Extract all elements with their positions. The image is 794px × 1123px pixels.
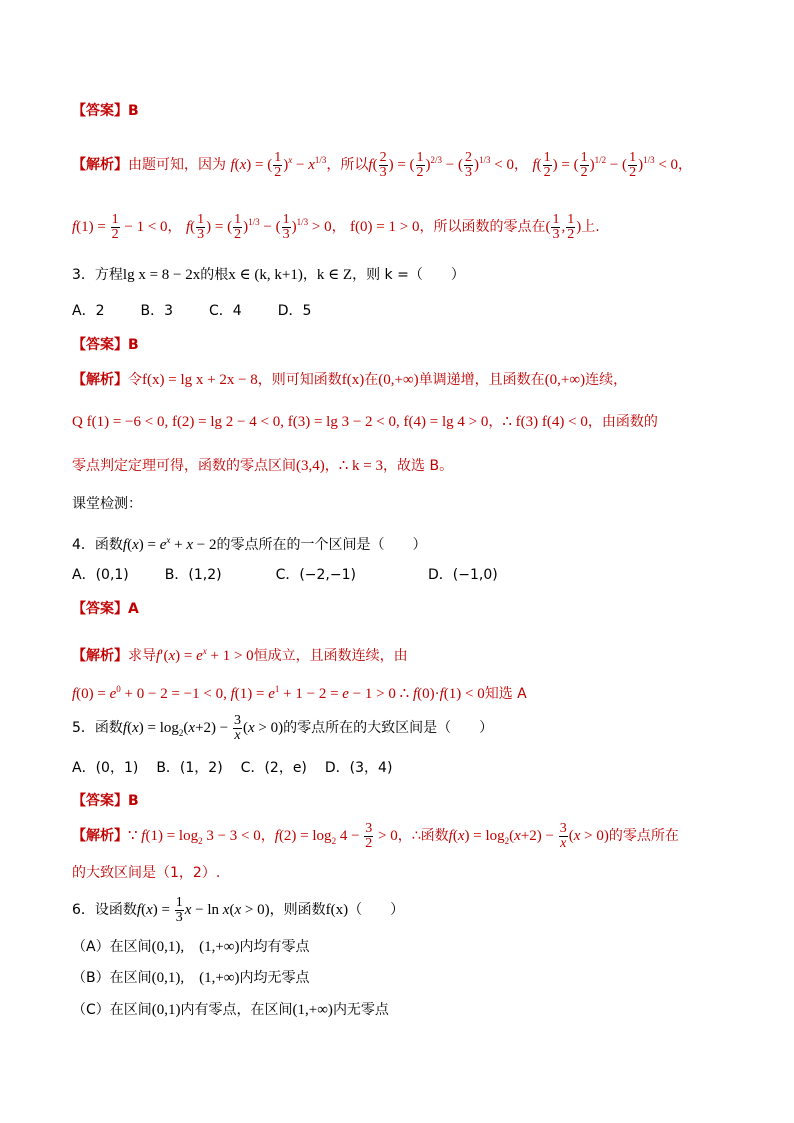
q4-stem-prefix: 4．函数: [72, 537, 123, 553]
formula-f-1-3: f( $\frac{1}{3}$ ) = ( $\frac{1}{2}$ )$^{1/3}$ − ( $\frac{1}{3}$ )$^{1/3}$ > 0: [186, 212, 332, 243]
analysis-tag: 【解析】: [72, 828, 128, 844]
q3-equation: lg x = 8 − 2x: [122, 267, 201, 283]
q5-f2: $f(2) = \log_2 4$ − $\frac{3}{2}$ > 0: [274, 821, 398, 852]
q3-conclusion: ，故选 B。: [383, 458, 454, 474]
q6-b-text2: 内均无零点: [239, 970, 310, 986]
analysis-tag: 【解析】: [72, 157, 128, 173]
q5-analysis-line1: 【解析】∵ $f(1) = \log_2 3 - 3 < 0$，$f(2) = \log_2 4$ − $\frac{3}{2}$ > 0，∴函数$f(x) = \log_2(x+2)$ − $\frac{3}{x}$ (x > 0)的零点所在: [72, 821, 679, 852]
q4-derivative: $f'(x) = e^x + 1 > 0$: [156, 646, 254, 664]
q3-option-b: B．3: [140, 303, 173, 319]
answer-value: A: [128, 601, 139, 617]
formula-f-1-2: f( $\frac{1}{2}$ ) = ( $\frac{1}{2}$ )$^{1/2}$ − ( $\frac{1}{2}$ )$^{1/3}$ < 0: [532, 150, 679, 181]
q3-k-value: ∴ k = 3: [338, 458, 384, 474]
q5-stem: [72, 713, 493, 748]
formula-f0: f(0) = 1 > 0: [350, 219, 420, 235]
q5-option-b: B．(1，2): [156, 760, 223, 776]
q5-option-a: A．(0，1): [72, 760, 139, 776]
q4-a2: 恒成立，且函数连续，由: [253, 648, 408, 664]
q4-option-a: A．(0,1): [72, 567, 129, 583]
q4-analysis-line1: [72, 640, 408, 667]
analysis-tag: 【解析】: [72, 648, 128, 664]
zero-interval: ( $\frac{1}{3}$ , $\frac{1}{2}$ ): [545, 212, 582, 243]
answer-value: B: [128, 103, 139, 119]
q3-a3: 在: [364, 372, 379, 388]
q4-function: $f(x) = e^x + x - 2$: [122, 535, 217, 553]
q3-stem-end: ，则 k =（ ）: [352, 267, 465, 283]
q6-b-text1: （B）在区间: [72, 970, 152, 986]
q3-stem: 3．方程lg x = 8 − 2x的根x ∈ (k, k+1)，k ∈ Z，则 k =（ ）: [72, 267, 465, 283]
analysis-mid: ，所以: [326, 157, 369, 173]
q6-stem-prefix: 6．设函数: [72, 902, 137, 918]
q3-options: [72, 300, 311, 322]
q6-a-text1: （A）在区间: [72, 939, 152, 955]
q3-fx: f(x): [341, 372, 365, 388]
q3-a4: 单调递增，且函数在: [418, 372, 545, 388]
q3-option-a: A．2: [72, 303, 105, 319]
q6-option-b: [72, 967, 310, 989]
q3-a2: ，则可知函数: [257, 372, 342, 388]
q3-option-d: D．5: [277, 303, 312, 319]
q2-answer-line: [72, 100, 139, 122]
q6-option-c: [72, 999, 389, 1021]
q5-answer-line: [72, 790, 139, 812]
q3-k-integer: k ∈ Z: [316, 267, 353, 283]
formula-f-2-3: f( $\frac{2}{3}$ ) = ( $\frac{1}{2}$ )$^{2/3}$ − ( $\frac{2}{3}$ )$^{1/3}$ < 0: [368, 150, 514, 181]
answer-tag: 【答案】: [72, 103, 128, 119]
q6-c-text3: 内无零点: [332, 1002, 389, 1018]
q4-conclusion: 知选 A: [484, 686, 527, 702]
q3-tail: ，由函数的: [587, 414, 658, 430]
q6-c-interval2: (1,+∞): [292, 1002, 333, 1018]
q4-answer-line: [72, 598, 139, 620]
q3-theorem: 零点判定定理可得，函数的零点区间: [72, 458, 296, 474]
q3-stem-mid: 的根: [200, 267, 229, 283]
q3-answer-line: [72, 334, 139, 356]
q6-fx: f(x): [325, 902, 349, 918]
q4-analysis-line2: [72, 678, 527, 705]
q3-a1: 令: [128, 372, 142, 388]
q6-c-text1: （C）在区间: [72, 1002, 152, 1018]
q3-zero-interval: (3,4): [296, 458, 325, 474]
analysis-tag: 【解析】: [72, 372, 128, 388]
formula-f: f(x) = ( $\frac{1}{2}$ )$^x - x^{1/3}$: [230, 150, 327, 181]
q3-option-c: C．4: [209, 303, 242, 319]
q5-function-repeat: $f(x) = \log_2(x+2)$ − $\frac{3}{x}$ (x > 0): [448, 821, 609, 852]
q3-interval1: (0,+∞): [378, 372, 419, 388]
q4-a1: 求导: [128, 648, 156, 664]
q4-stem-end: 的零点所在的一个区间是（ ）: [216, 537, 427, 553]
analysis-text: 由题可知，因为: [128, 157, 226, 173]
q6-stem: [72, 894, 404, 926]
q6-stem-end: （ ）: [348, 902, 405, 918]
q4-option-d: D．(−1,0): [428, 567, 498, 583]
analysis-end: 上.: [581, 219, 600, 235]
q4-stem: [72, 529, 427, 556]
q3-product: ∴ f(3) f(4) < 0: [502, 414, 588, 430]
q3-analysis-line2: Q f(1) = −6 < 0, f(2) = lg 2 − 4 < 0, f(3) = lg 3 − 2 < 0, f(4) = lg 4 > 0，∴ f(3) f(4) < 0，由函数的: [72, 414, 658, 430]
q3-interval2: (0,+∞): [544, 372, 586, 388]
q6-b-intervals: (0,1), (1,+∞): [151, 970, 240, 986]
q6-stem-mid: ，则函数: [269, 902, 326, 918]
q2-analysis-line2: f(1) = $\frac{1}{2}$ − 1 < 0， f( $\frac{1}{3}$ ) = ( $\frac{1}{2}$ )$^{1/3}$ − ( $\frac{1}{3}$ )$^{1/3}$ > 0， f(0) = 1 > 0，所以函数的零点在( $\frac{1}{3}$ , $\frac{1}{2}$ )上.: [72, 212, 600, 243]
q4-option-c: C．(−2,−1): [275, 567, 356, 583]
q3-f-def: f(x) = lg x + 2x − 8: [142, 372, 258, 388]
q5-option-c: C．(2，e): [240, 760, 307, 776]
q5-a1: ，∴函数: [397, 828, 449, 844]
answer-value: B: [128, 793, 139, 809]
q5-a2: 的零点所在: [608, 828, 679, 844]
q5-stem-end: 的零点所在的大致区间是（ ）: [283, 720, 494, 736]
q4-values: $f(0) = e^0 + 0 - 2 = -1 < 0$, $f(1) = e^1 + 1 - 2 = e - 1 > 0$ ∴ f(0)·f(1) < 0: [72, 684, 485, 702]
q5-analysis-line2: 的大致区间是（1，2）.: [72, 865, 221, 881]
q5-stem-prefix: 5．函数: [72, 720, 123, 736]
q5-function: $f(x) = \log_2(x+2)$ − $\frac{3}{x}$ (x > 0): [122, 713, 284, 744]
q3-analysis-line1: [72, 369, 627, 391]
q6-a-text2: 内均有零点: [239, 939, 310, 955]
analysis-tail: ，所以函数的零点在: [419, 219, 546, 235]
q3-values: Q f(1) = −6 < 0, f(2) = lg 2 − 4 < 0, f(3) = lg 3 − 2 < 0, f(4) = lg 4 > 0: [72, 414, 489, 430]
q5-options: [72, 757, 392, 779]
q3-root-range: x ∈ (k, k+1): [228, 267, 303, 283]
answer-tag: 【答案】: [72, 337, 128, 353]
q3-stem-prefix: 3．方程: [72, 267, 123, 283]
q4-options: [72, 564, 498, 586]
q3-a5: 连续，: [585, 372, 628, 388]
q5-option-d: D．(3，4): [324, 760, 393, 776]
q6-c-text2: 内有零点，在区间: [180, 1002, 293, 1018]
q6-c-interval1: (0,1): [151, 1002, 181, 1018]
q4-option-b: B．(1,2): [164, 567, 222, 583]
q5-f1: ∵ $f(1) = \log_2 3 - 3 < 0$: [128, 828, 261, 846]
answer-tag: 【答案】: [72, 601, 128, 617]
q6-option-a: [72, 936, 309, 958]
q6-function: f(x) = $\frac{1}{3}$ x − ln x(x > 0): [136, 895, 270, 926]
q3-analysis-line3: 零点判定定理可得，函数的零点区间(3,4)，∴ k = 3，故选 B。: [72, 458, 454, 474]
formula-f1: f(1) = $\frac{1}{2}$ − 1 < 0: [72, 212, 168, 243]
q2-analysis-line1: 【解析】由题可知，因为 f(x) = ( $\frac{1}{2}$ )$^x - x^{1/3}$，所以f( $\frac{2}{3}$ ) = ( $\frac{1}{2}$ )$^{2/3}$ − ( $\frac{2}{3}$ )$^{1/3}$ < 0， f( $\frac{1}{2}$ ) = ( $\frac{1}{2}$ )$^{1/2}$ − ( $\frac{1}{2}$ )$^{1/3}$ < 0，: [72, 150, 693, 181]
q6-a-intervals: (0,1), (1,+∞): [151, 939, 240, 955]
answer-value: B: [128, 337, 139, 353]
section-title: 课堂检测：: [72, 496, 142, 512]
answer-tag: 【答案】: [72, 793, 128, 809]
